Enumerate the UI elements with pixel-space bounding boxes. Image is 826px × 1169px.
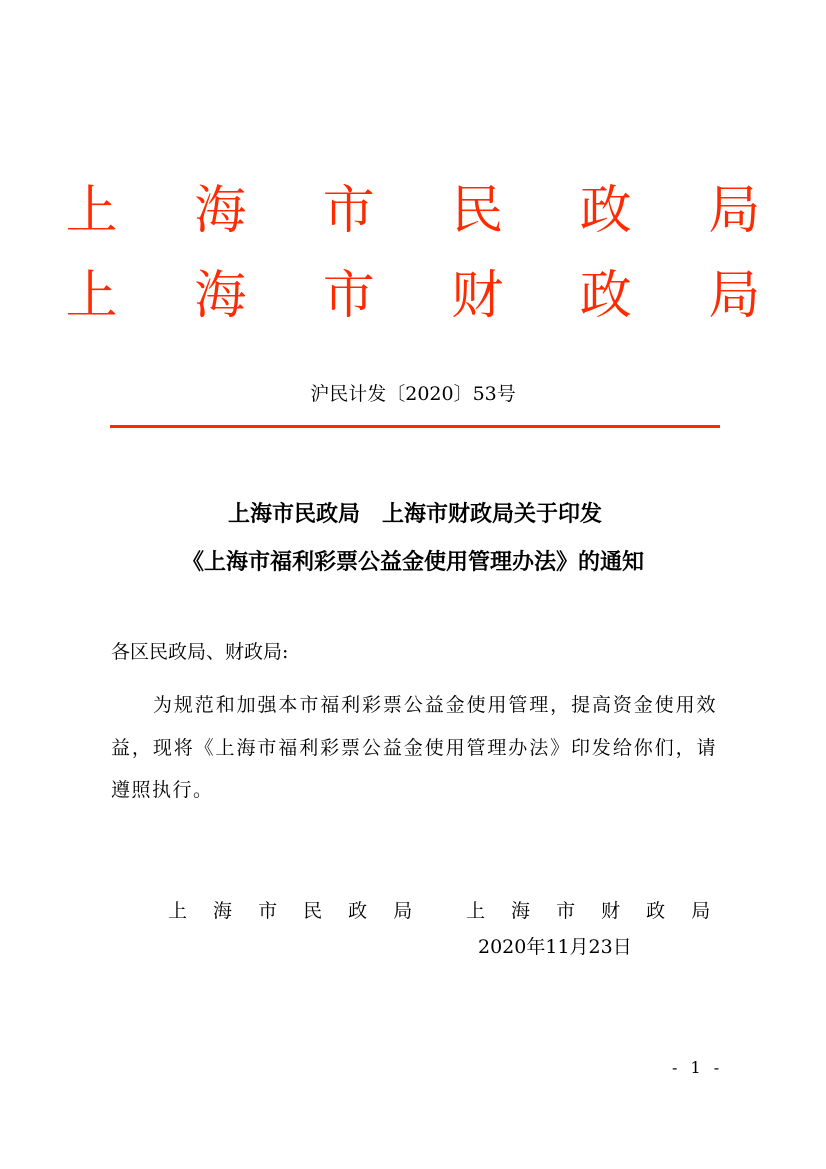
signature-civil-affairs: 上 海 市 民 政 局 — [168, 900, 423, 922]
red-divider-line — [110, 425, 720, 428]
issuer-header-civil-affairs: 上 海 市 民 政 局 — [65, 181, 791, 241]
document-title-line-1: 上海市民政局 上海市财政局关于印发 — [227, 502, 602, 527]
signature-finance: 上 海 市 财 政 局 — [466, 900, 721, 922]
body-paragraph: 为规范和加强本市福利彩票公益金使用管理，提高资金使用效益，现将《上海市福利彩票公益金使用管理办法》印发给你们，请遵照执行。 — [111, 694, 717, 801]
document-number: 沪民计发〔2020〕53号 — [310, 383, 516, 405]
page-number: - 1 - — [672, 1058, 724, 1077]
issuer-header-finance: 上 海 市 财 政 局 — [65, 266, 791, 326]
document-title-line-2: 《上海市福利彩票公益金使用管理办法》的通知 — [181, 550, 644, 575]
issue-date: 2020年11月23日 — [478, 936, 632, 958]
salutation: 各区民政局、财政局: — [111, 641, 289, 663]
